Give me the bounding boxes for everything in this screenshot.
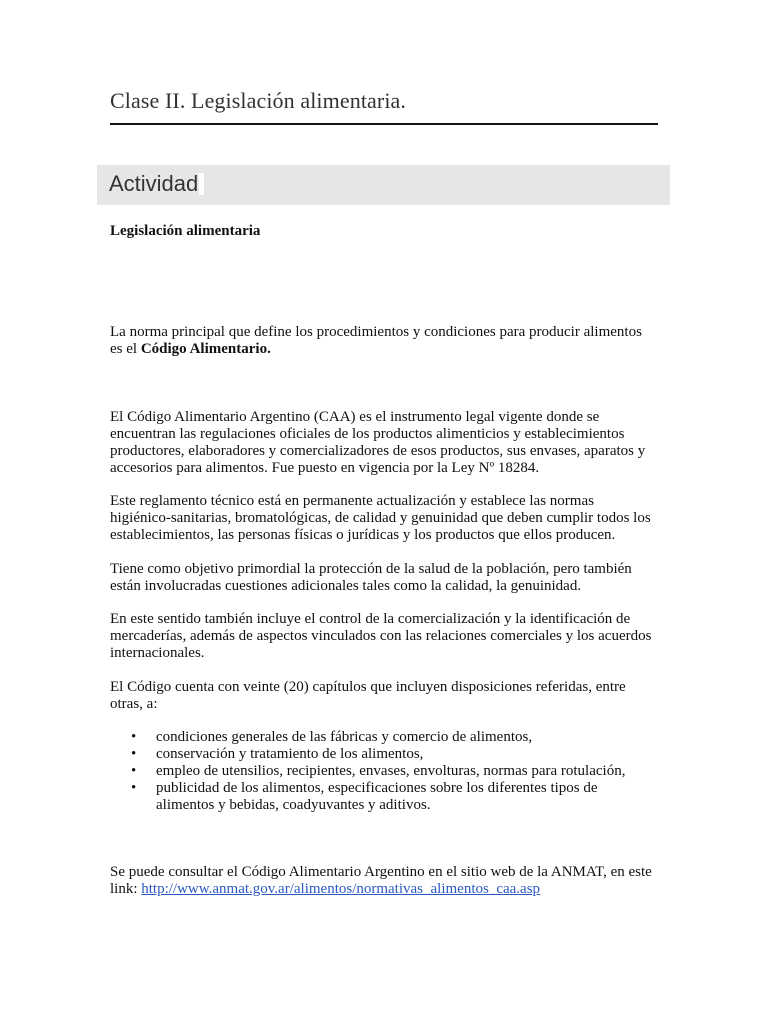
- paragraph-intro-bold: Código Alimentario.: [140, 341, 271, 357]
- bullet-icon: •: [131, 746, 137, 762]
- list-item: [110, 780, 658, 814]
- paragraph-commerce: En este sentido también incluye el control de la comercialización y la identificación de mercaderías, además de aspectos vinculados con las relaciones comerciales y los acuerdos internacionales.: [110, 611, 652, 661]
- list-item-text: empleo de utensilios, recipientes, envases, envolturas, normas para rotulación,: [156, 763, 626, 779]
- paragraph-intro: [110, 324, 658, 358]
- anmat-caa-link[interactable]: http://www.anmat.gov.ar/alimentos/normativas_alimentos_caa.asp: [141, 881, 541, 897]
- page-title: Clase II. Legislación alimentaria.: [110, 88, 407, 113]
- list-item-text: condiciones generales de las fábricas y comercio de alimentos,: [156, 729, 533, 745]
- section-subheading: Legislación alimentaria: [110, 223, 261, 239]
- list-item-text: conservación y tratamiento de los alimentos,: [156, 746, 424, 762]
- paragraph-anmat-link: [110, 864, 658, 898]
- list-item: [110, 763, 658, 780]
- paragraph-regulation: Este reglamento técnico está en permanente actualización y establece las normas higiénico-sanitarias, bromatológicas, de calidad y genuinidad que deben cumplir todos los establecimientos, las personas físicas o jurídicas y los productos que ellos producen.: [110, 493, 651, 543]
- paragraph-chapters: El Código cuenta con veinte (20) capítulos que incluyen disposiciones referidas, entre otras, a:: [110, 679, 626, 712]
- bullet-icon: •: [131, 780, 137, 796]
- bullet-icon: •: [131, 763, 137, 779]
- activity-banner: [97, 165, 670, 205]
- paragraph-caa-definition: El Código Alimentario Argentino (CAA) es el instrumento legal vigente donde se encuentran las regulaciones oficiales de los productos alimenticios y establecimientos productores, elaboradores y comercializadores de esos productos, sus envases, aparatos y accesorios para alimentos. Fue puesto en vigencia por la Ley Nº 18284.: [110, 409, 646, 476]
- paragraph-anmat-text: Se puede consultar el Código Alimentario Argentino en el sitio web de la ANMAT, en este link:: [110, 864, 652, 897]
- chapters-bullet-list: [110, 729, 658, 814]
- activity-banner-label: Actividad: [109, 171, 204, 197]
- list-item: [110, 729, 658, 746]
- paragraph-objective: Tiene como objetivo primordial la protección de la salud de la población, pero también están involucradas cuestiones adicionales tales como la calidad, la genuinidad.: [110, 561, 632, 594]
- list-item: [110, 746, 658, 763]
- list-item-text: publicidad de los alimentos, especificaciones sobre los diferentes tipos de alimentos y bebidas, coadyuvantes y aditivos.: [156, 780, 598, 813]
- title-underline-divider: [110, 123, 658, 125]
- paragraph-intro-text: La norma principal que define los procedimientos y condiciones para producir alimentos es el: [110, 324, 642, 357]
- bullet-icon: •: [131, 729, 137, 745]
